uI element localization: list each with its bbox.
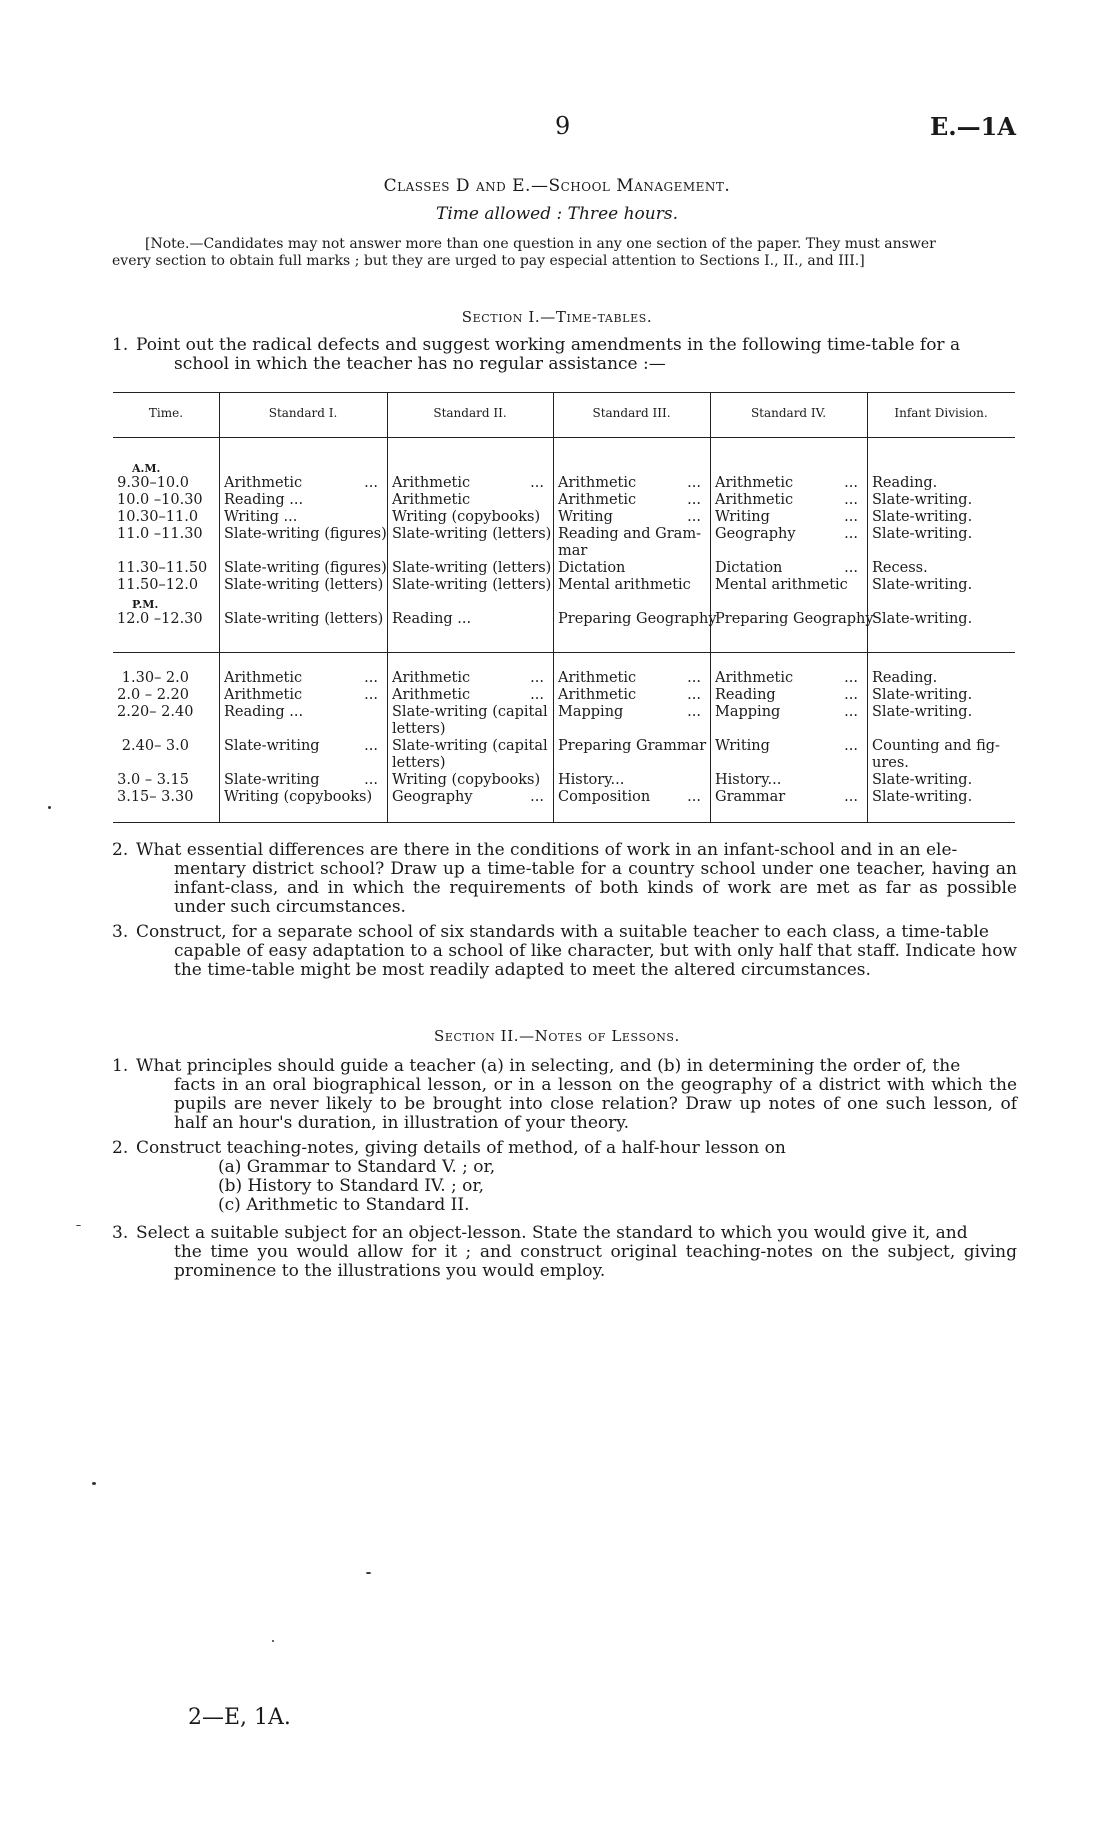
cell-text: Composition — [558, 789, 651, 805]
subject-cell — [224, 704, 384, 721]
time-cell — [117, 670, 189, 687]
option-b: (b) History to Standard IV. ; or, — [218, 1176, 485, 1196]
subject-cell — [392, 704, 550, 738]
cell-text: Reading — [715, 687, 776, 703]
subject-cell — [715, 704, 864, 721]
cell-text: Writing — [558, 509, 613, 525]
cell-text: 10.0 –10.30 — [117, 492, 203, 508]
subject-cell — [224, 789, 384, 806]
question-text-cont: school in which the teacher has no regular assistance :— — [174, 354, 666, 374]
section-2-question-2 — [112, 1139, 1017, 1215]
subject-cell — [224, 560, 387, 577]
cell-text: Arithmetic — [392, 475, 471, 491]
question-text: What essential differences are there in the conditions of work in an infant-school and in an ele- — [136, 840, 958, 860]
subject-cell — [392, 577, 550, 594]
question-number: 2. — [112, 1138, 129, 1158]
cell-text: Dictation — [558, 560, 626, 576]
cell-text: Slate-writing. — [872, 509, 973, 525]
subject-cell — [715, 560, 864, 577]
option-c: (c) Arithmetic to Standard II. — [218, 1195, 470, 1215]
leader-dots: ... — [844, 789, 858, 805]
question-number: 3. — [112, 922, 129, 942]
section-1-title: Section I.—Time-tables. — [461, 308, 653, 326]
cell-text: Slate-writing (letters) — [392, 560, 552, 576]
subject-cell — [224, 577, 384, 594]
leader-dots: ... — [844, 475, 858, 491]
subject-cell — [872, 492, 1012, 509]
leader-dots: ... — [364, 475, 378, 491]
cell-text: 1.30– 2.0 — [121, 670, 189, 686]
cell-text: Dictation — [715, 560, 783, 576]
subject-cell — [715, 611, 874, 628]
option-a: (a) Grammar to Standard V. ; or, — [218, 1157, 496, 1177]
subject-cell — [392, 611, 550, 628]
cell-text: Slate-writing. — [872, 492, 973, 508]
cell-text: Arithmetic — [392, 687, 471, 703]
time-cell — [117, 611, 203, 628]
subject-cell — [392, 492, 550, 509]
cell-text: Reading. — [872, 475, 938, 491]
leader-dots: ... — [844, 670, 858, 686]
col-header-standard-4: Standard IV. — [750, 406, 827, 420]
section-1-question-3 — [112, 923, 1017, 980]
subject-cell — [715, 492, 864, 509]
cell-text: Reading ... — [224, 492, 304, 508]
leader-dots: ... — [687, 789, 701, 805]
col-header-time: Time. — [148, 406, 184, 420]
subject-cell — [872, 526, 1012, 543]
footer-code: 2—E, 1A. — [188, 1705, 291, 1730]
question-text: Select a suitable subject for an object-lesson. State the standard to which you would give it, and — [136, 1223, 968, 1243]
time-cell — [117, 772, 189, 789]
note-line-1: [Note.—Candidates may not answer more than one question in any one section of the paper. They must answer — [145, 236, 936, 252]
cell-text: Slate-writing (letters) — [392, 577, 552, 593]
time-cell — [117, 509, 199, 526]
leader-dots: ... — [687, 704, 701, 720]
scan-speck — [366, 1572, 371, 1574]
subject-cell — [558, 670, 707, 687]
cell-text: Arithmetic — [558, 687, 637, 703]
cell-text: Writing (copybooks) — [392, 509, 541, 525]
subject-cell — [392, 670, 550, 687]
subject-cell — [224, 611, 384, 628]
table-col-rule — [553, 392, 554, 822]
subject-cell — [224, 475, 384, 492]
leader-dots: ... — [844, 560, 858, 576]
subject-cell — [224, 526, 387, 543]
subject-cell — [558, 611, 717, 628]
subject-cell — [392, 509, 550, 526]
subject-cell — [558, 526, 707, 560]
cell-text: Reading. — [872, 670, 938, 686]
subject-cell — [224, 492, 384, 509]
cell-text: Slate-writing (capital letters) — [392, 738, 548, 771]
cell-text: 10.30–11.0 — [117, 509, 199, 525]
cell-text: Arithmetic — [715, 670, 794, 686]
page-number: 9 — [555, 112, 571, 140]
cell-text: Slate-writing (figures) — [224, 526, 387, 542]
question-text: Construct, for a separate school of six standards with a suitable teacher to each class, a time-table — [136, 922, 989, 942]
leader-dots: ... — [687, 509, 701, 525]
cell-text: Recess. — [872, 560, 928, 576]
subject-cell — [558, 789, 707, 806]
scan-speck — [272, 1640, 274, 1642]
cell-text: Writing — [715, 509, 770, 525]
leader-dots: ... — [687, 492, 701, 508]
cell-text: Grammar — [715, 789, 786, 805]
table-col-rule — [867, 392, 868, 822]
subject-cell — [392, 475, 550, 492]
leader-dots: ... — [844, 509, 858, 525]
cell-text: Reading and Gram-mar — [558, 526, 701, 559]
subject-cell — [872, 789, 1012, 806]
table-rule — [113, 392, 1015, 393]
question-text-cont: capable of easy adaptation to a school of like character, but with only half that staff. Indicate how the time-table might be most readily adapted to meet the altered circumstances. — [174, 941, 1017, 980]
time-cell — [117, 789, 194, 806]
leader-dots: ... — [364, 687, 378, 703]
cell-text: Mapping — [715, 704, 781, 720]
cell-text: Slate-writing. — [872, 704, 973, 720]
leader-dots: ... — [364, 738, 378, 754]
scan-speck — [76, 1225, 81, 1226]
cell-text: Slate-writing. — [872, 789, 973, 805]
subject-cell — [392, 772, 550, 789]
leader-dots: ... — [844, 492, 858, 508]
section-2-question-1 — [112, 1057, 1017, 1133]
cell-text: Slate-writing (figures) — [224, 560, 387, 576]
col-header-standard-2: Standard II. — [433, 406, 507, 420]
subject-cell — [558, 704, 707, 721]
note-line-2: every section to obtain full marks ; but they are urged to pay especial attention to Sections I., II., and III.] — [112, 253, 865, 269]
cell-text: Slate-writing (letters) — [224, 611, 384, 627]
question-number: 1. — [112, 335, 129, 355]
cell-text: 2.0 – 2.20 — [117, 687, 189, 703]
subject-cell — [558, 687, 707, 704]
subject-cell — [715, 772, 864, 789]
cell-text: 11.50–12.0 — [117, 577, 199, 593]
cell-text: 2.40– 3.0 — [121, 738, 189, 754]
cell-text: Geography — [392, 789, 473, 805]
cell-text: Writing — [715, 738, 770, 754]
time-cell — [117, 704, 194, 721]
subject-cell — [872, 509, 1012, 526]
am-label: A.M. — [132, 462, 161, 475]
subject-cell — [715, 670, 864, 687]
cell-text: Arithmetic — [558, 475, 637, 491]
leader-dots: ... — [844, 526, 858, 542]
question-number: 1. — [112, 1056, 129, 1076]
cell-text: Slate-writing. — [872, 611, 973, 627]
cell-text: Writing ... — [224, 509, 298, 525]
cell-text: 9.30–10.0 — [117, 475, 189, 491]
time-cell — [117, 526, 203, 543]
subject-cell — [872, 475, 1012, 492]
subject-cell — [392, 687, 550, 704]
subject-cell — [224, 509, 384, 526]
cell-text: Arithmetic — [392, 492, 471, 508]
table-col-rule — [219, 392, 220, 822]
subject-cell — [558, 560, 707, 577]
cell-text: Preparing Grammar — [558, 738, 707, 754]
subject-cell — [224, 687, 384, 704]
section-2-question-3 — [112, 1224, 1017, 1281]
subject-cell — [715, 577, 864, 594]
time-cell — [117, 492, 203, 509]
timetable — [113, 392, 1015, 822]
leader-dots: ... — [844, 704, 858, 720]
subject-cell — [392, 560, 550, 577]
cell-text: Slate-writing — [224, 738, 320, 754]
subject-cell — [872, 577, 1012, 594]
subject-cell — [715, 789, 864, 806]
question-text: Construct teaching-notes, giving details of method, of a half-hour lesson on — [136, 1138, 786, 1158]
cell-text: 11.0 –11.30 — [117, 526, 203, 542]
subject-cell — [872, 738, 1012, 772]
subject-cell — [558, 492, 707, 509]
time-cell — [117, 687, 189, 704]
cell-text: Slate-writing (capital letters) — [392, 704, 548, 737]
subject-cell — [872, 611, 1012, 628]
cell-text: Reading ... — [224, 704, 304, 720]
leader-dots: ... — [530, 475, 544, 491]
subject-cell — [558, 772, 707, 789]
cell-text: Arithmetic — [715, 475, 794, 491]
subject-cell — [872, 772, 1012, 789]
section-1-question-1 — [112, 336, 1017, 374]
leader-dots: ... — [364, 670, 378, 686]
cell-text: 3.15– 3.30 — [117, 789, 194, 805]
table-rule — [113, 652, 1015, 653]
time-cell — [117, 738, 189, 755]
subject-cell — [715, 509, 864, 526]
col-header-infant-division: Infant Division. — [894, 406, 988, 420]
subject-cell — [558, 738, 707, 755]
subject-cell — [224, 772, 384, 789]
cell-text: 11.30–11.50 — [117, 560, 208, 576]
table-col-rule — [387, 392, 388, 822]
question-text: What principles should guide a teacher (a) in selecting, and (b) in determining the order of, the — [136, 1056, 961, 1076]
subject-cell — [392, 526, 550, 543]
cell-text: Slate-writing (letters) — [224, 577, 384, 593]
subject-cell — [715, 738, 864, 755]
time-cell — [117, 560, 208, 577]
question-text-cont: mentary district school? Draw up a time-table for a country school under one teacher, having an infant-class, and in which the requirements of both kinds of work are met as far as possible under such circumstances. — [174, 859, 1017, 917]
cell-text: Writing (copybooks) — [224, 789, 373, 805]
cell-text: Arithmetic — [558, 492, 637, 508]
subject-cell — [715, 526, 864, 543]
cell-text: Slate-writing. — [872, 772, 973, 788]
time-cell — [117, 577, 199, 594]
leader-dots: ... — [687, 670, 701, 686]
cell-text: Mental arithmetic — [715, 577, 848, 593]
leader-dots: ... — [530, 670, 544, 686]
subject-cell — [224, 670, 384, 687]
leader-dots: ... — [844, 687, 858, 703]
cell-text: Slate-writing — [224, 772, 320, 788]
subject-cell — [872, 687, 1012, 704]
leader-dots: ... — [364, 772, 378, 788]
cell-text: Counting and fig-ures. — [872, 738, 1000, 771]
subject-cell — [872, 560, 1012, 577]
subject-cell — [558, 475, 707, 492]
scan-speck — [92, 1482, 96, 1485]
paper-heading: Classes D and E.—School Management. — [383, 176, 731, 196]
section-1-question-2 — [112, 841, 1017, 917]
leader-dots: ... — [687, 475, 701, 491]
cell-text: Preparing Geography — [558, 611, 717, 627]
subject-cell — [392, 789, 550, 806]
cell-text: Arithmetic — [558, 670, 637, 686]
question-text-cont: the time you would allow for it ; and construct original teaching-notes on the subject, giving prominence to the illustrations you would employ. — [174, 1242, 1017, 1281]
cell-text: Arithmetic — [392, 670, 471, 686]
cell-text: Arithmetic — [715, 492, 794, 508]
table-rule — [113, 822, 1015, 823]
cell-text: Writing (copybooks) — [392, 772, 541, 788]
subject-cell — [392, 738, 550, 772]
cell-text: Slate-writing (letters) — [392, 526, 552, 542]
cell-text: Arithmetic — [224, 670, 303, 686]
cell-text: Geography — [715, 526, 796, 542]
question-text-cont: facts in an oral biographical lesson, or in a lesson on the geography of a district with which the pupils are never likely to be brought into close relation? Draw up notes of one such lesson, of half an hour's duration, in illustration of your theory. — [174, 1075, 1017, 1133]
cell-text: Mental arithmetic — [558, 577, 691, 593]
leader-dots: ... — [530, 789, 544, 805]
cell-text: Reading ... — [392, 611, 472, 627]
subject-cell — [872, 670, 1012, 687]
subject-cell — [558, 577, 707, 594]
leader-dots: ... — [687, 687, 701, 703]
table-rule — [113, 437, 1015, 438]
time-cell — [117, 475, 189, 492]
cell-text: Preparing Geography — [715, 611, 874, 627]
cell-text: Slate-writing. — [872, 687, 973, 703]
col-header-standard-3: Standard III. — [592, 406, 671, 420]
cell-text: Slate-writing. — [872, 577, 973, 593]
subject-cell — [715, 687, 864, 704]
cell-text: Arithmetic — [224, 687, 303, 703]
instructions-note — [112, 236, 1022, 270]
cell-text: Mapping — [558, 704, 624, 720]
cell-text: Slate-writing. — [872, 526, 973, 542]
col-header-standard-1: Standard I. — [268, 406, 338, 420]
pm-label: P.M. — [132, 598, 159, 611]
table-col-rule — [710, 392, 711, 822]
subject-cell — [872, 704, 1012, 721]
cell-text: 12.0 –12.30 — [117, 611, 203, 627]
question-text: Point out the radical defects and suggest working amendments in the following time-table for a — [136, 335, 961, 355]
leader-dots: ... — [844, 738, 858, 754]
subject-cell — [558, 509, 707, 526]
question-number: 3. — [112, 1223, 129, 1243]
subject-cell — [224, 738, 384, 755]
leader-dots: ... — [530, 687, 544, 703]
subject-cell — [715, 475, 864, 492]
cell-text: 3.0 – 3.15 — [117, 772, 189, 788]
time-allowed: Time allowed : Three hours. — [436, 204, 678, 224]
cell-text: Arithmetic — [224, 475, 303, 491]
question-number: 2. — [112, 840, 129, 860]
cell-text: History... — [715, 772, 782, 788]
cell-text: History... — [558, 772, 625, 788]
document-code: E.—1A — [930, 112, 1016, 141]
cell-text: 2.20– 2.40 — [117, 704, 194, 720]
scan-speck — [48, 806, 51, 809]
section-2-title: Section II.—Notes of Lessons. — [434, 1027, 680, 1045]
